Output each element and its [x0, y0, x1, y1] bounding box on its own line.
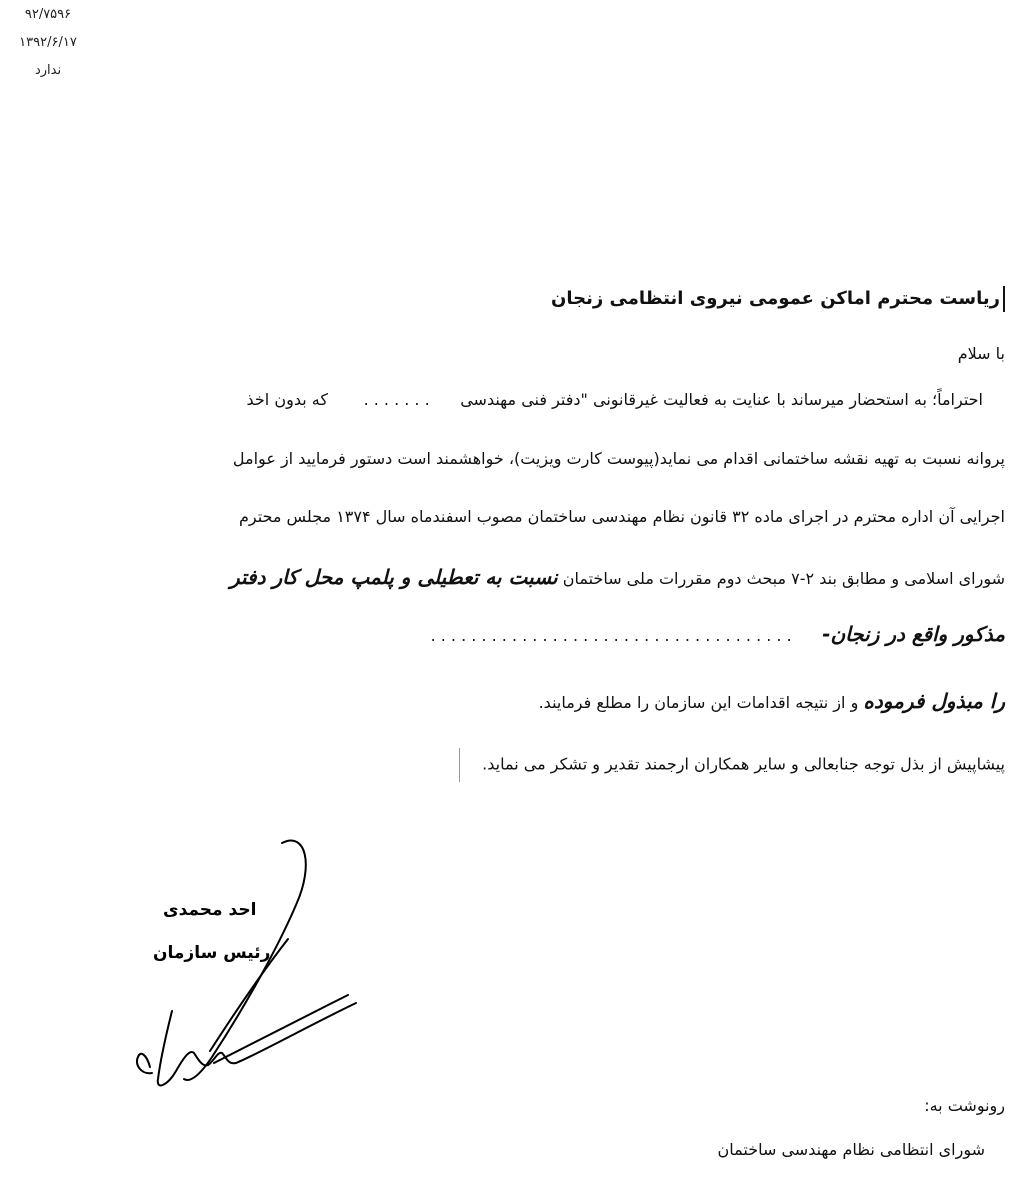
letter-meta — [0, 6, 96, 90]
letter-number: ۹۲/۷۵۹۶ — [24, 7, 72, 22]
body-line-1-end: که بدون اخذ — [246, 390, 328, 409]
closing-text: پیشاپیش از بذل توجه جنابعالی و سایر همکاران ارجمند تقدیر و تشکر می نماید. — [482, 754, 1005, 774]
letter-attachment: ندارد — [34, 63, 62, 78]
body-line-6-text: و از نتیجه اقدامات این سازمان را مطلع فرمایند. — [538, 693, 859, 712]
body-line-4-text: شورای اسلامی و مطابق بند ۲-۷ مبحث دوم مقررات ملی ساختمان — [562, 569, 1005, 588]
signatory-title: رئیس سازمان — [153, 943, 271, 963]
recipient-text: ریاست محترم اماکن عمومی نیروی انتظامی زنجان — [551, 288, 1000, 309]
letter-date: ۱۳۹۲/۶/۱۷ — [19, 35, 77, 50]
cc-item: شورای انتظامی نظام مهندسی ساختمان — [717, 1140, 985, 1159]
handwritten-signature — [110, 835, 380, 1095]
body-line-6-emphasis: را مبذول فرموده — [863, 689, 1005, 713]
body-line-5-dots: . . . . . . . . . . . . . . . . . . . . . . . . . . . . . . . . . . . . — [430, 626, 792, 645]
closing-bar — [459, 748, 460, 782]
cc-label: رونوشت به: — [924, 1096, 1005, 1115]
closing-line — [105, 748, 1005, 782]
body-line-1-text: احتراماً؛ به استحضار میرساند با عنایت به فعالیت غیرقانونی "دفتر فنی مهندسی — [460, 390, 983, 409]
recipient-bar — [1003, 286, 1005, 312]
body-line-6 — [105, 689, 1005, 713]
signatory-name: احد محمدی — [163, 900, 257, 920]
body-line-1 — [105, 390, 1005, 409]
body-line-3: اجرایی آن اداره محترم در اجرای ماده ۳۲ قانون نظام مهندسی ساختمان مصوب اسفندماه سال ۱۳۷۴ مجلس محترم — [238, 507, 1005, 526]
body-line-4-emphasis: نسبت به تعطیلی و پلمپ محل کار دفتر — [229, 565, 558, 589]
greeting: با سلام — [957, 344, 1005, 363]
body-line-4 — [105, 565, 1005, 589]
body-line-5 — [105, 622, 1005, 646]
body-line-5-emphasis: مذکور واقع در زنجان- — [822, 622, 1005, 646]
body-line-1-dots: . . . . . . . — [363, 390, 430, 409]
body-line-2: پروانه نسبت به تهیه نقشه ساختمانی اقدام می نماید(پیوست کارت ویزیت)، خواهشمند است دستور فرمایید از عوامل — [232, 449, 1005, 468]
recipient-heading — [105, 286, 1005, 312]
